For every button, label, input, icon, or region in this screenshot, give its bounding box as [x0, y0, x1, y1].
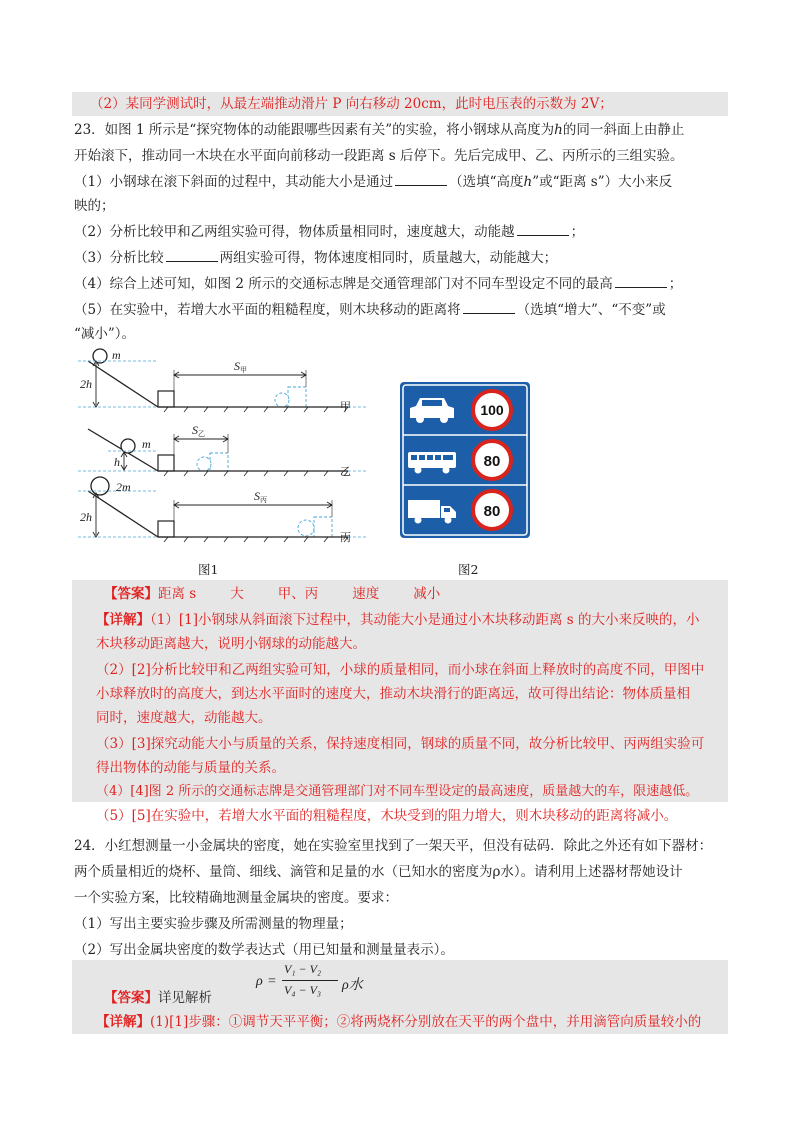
row-label: 乙: [340, 466, 351, 478]
q23-part5-cont: “减小”）。: [74, 326, 136, 342]
prev-answer-line: （2）某同学测试时，从最左端推动滑片 P 向右移动 20cm，此时电压表的示数为 2V；: [90, 96, 613, 112]
q24-intro-3: 一个实验方案，比较精确地测量金属块的密度。要求：: [74, 890, 398, 906]
q23-part1-cont: 映的；: [74, 198, 115, 214]
distance-label: S乙: [192, 423, 205, 438]
answer-blank[interactable]: [395, 173, 447, 186]
q23-detail-1: 【详解】（1）[1]小钢球从斜面滚下过程中，其动能大小是通过小木块移动距离 s 的大小来反映的，小: [96, 612, 700, 628]
q23-answer-line: 【答案】距离 s 大 甲、丙 速度 减小: [104, 586, 441, 602]
document-page: （2）某同学测试时，从最左端推动滑片 P 向右移动 20cm，此时电压表的示数为 2V； 23．如图 1 所示是“探究物体的动能跟哪些因素有关”的实验，将小钢球从高度为ℎ的同一斜面上由静止 开始滚下，推动同一木块在水平面向前移动一段距离 s 后停下。先后完成甲、乙、丙所示的三组实验。 （1）小钢球在滚下斜面的过程中，其动能大小是通过 （选填“高度ℎ”或“距离 s”）大小来反 映的； （2）分析比较甲和乙两组实验可得，物体质量相同时，速度越大，动能越 ； （3）分析比较 两组实验可得，物体速度相同时，质量越大，动能越大； （4）综合上述可知，如图 2 所示的交通标志牌是交通管理部门对不同车型设定不同的最高 ； （5）在实验中，若增大水平面的粗糙程度，则木块移动的距离将 （选填“增大”、“不变”或 “减小”）。 2h m S甲 甲 h m S乙 乙 2h 2m S丙 丙 图1 100 80 80 图2 【答案】距离 s 大 甲、丙 速度 减小 【详解】（1）[1]小钢球从斜面滚下过程中，其动能大小是通过小木块移动距离 s 的大小来反映的，小 木块移动距离越大，说明小钢球的动能越大。 （2）[2]分析比较甲和乙两组实验可知，小球的质量相同，而小球在斜面上释放时的高度不同，甲图中 小球释放时的高度大，到达水平面时的速度大，推动木块滑行的距离远，故可得出结论：物体质量相 同时，速度越大，动能越大。 （3）[3]探究动能大小与质量的关系，保持速度相同，钢球的质量不同，故分析比较甲、丙两组实验可 得出物体的动能与质量的关系。 （4）[4]图 2 所示的交通标志牌是交通管理部门对不同车型设定的最高速度，质量越大的车，限速越低。 （5）[5]在实验中，若增大水平面的粗糙程度，木块受到的阻力增大，则木块移动的距离将减小。 24．小红想测量一小金属块的密度，她在实验室里找到了一架天平，但没有砝码．除此之外还有如下器材： 两个质量相近的烧杯、量筒、细线、滴管和足量的水（已知水的密度为ρ水）。请利用上述器材帮她设计 一个实验方案，比较精确地测量金属块的密度。要求： （1）写出主要实验步骤及所需测量的物理量； （2）写出金属块密度的数学表达式（用已知量和测量量表示）。 ρ = V₁ − V₂ V₄ − V₃ ρ水 【答案】详见解析 【详解】(1)[1]步骤：①调节天平平衡；②将两烧杯分别放在天平的两个盘中，并用滴管向质量较小的: [0, 0, 800, 1132]
distance-label: S丙: [254, 489, 267, 504]
q23-detail-5: （5）[5]在实验中，若增大水平面的粗糙程度，木块受到的阻力增大，则木块移动的距离将减小。: [96, 808, 678, 824]
answer-blank[interactable]: [615, 275, 667, 288]
answer-blank[interactable]: [517, 223, 569, 236]
answer-item: 减小: [413, 586, 441, 602]
q23-detail-4: （4）[4]图 2 所示的交通标志牌是交通管理部门对不同车型设定的最高速度，质量越大的车，限速越低。: [96, 784, 699, 799]
q23-part3: （3）分析比较 两组实验可得，物体速度相同时，质量越大，动能越大；: [74, 250, 558, 266]
q24-requirement-2: （2）写出金属块密度的数学表达式（用已知量和测量量表示）。: [74, 942, 454, 958]
q23-detail-2c: 同时，速度越大，动能越大。: [96, 710, 272, 726]
mass-label: 2m: [116, 480, 131, 494]
answer-blank[interactable]: [463, 301, 515, 314]
q23-part5: （5）在实验中，若增大水平面的粗糙程度，则木块移动的距离将 （选填“增大”、“不变”或: [74, 302, 666, 318]
q23-detail-3: （3）[3]探究动能大小与质量的关系，保持速度相同，钢球的质量不同，故分析比较甲、丙两组实验可: [96, 736, 705, 752]
row-label: 甲: [340, 401, 351, 413]
figure-2-traffic-sign: [400, 382, 530, 538]
answer-item: 距离 s: [158, 586, 197, 602]
answer-item: 甲、丙: [277, 586, 319, 602]
figure-1-caption: 图1: [198, 562, 219, 577]
answer-item: 大: [230, 586, 244, 602]
answer-item: 速度: [352, 586, 380, 602]
figure-1-experiment: [78, 345, 368, 555]
height-label: 2h: [80, 377, 92, 391]
q23-intro-2: 开始滚下，推动同一木块在水平面向前移动一段距离 s 后停下。先后完成甲、乙、丙所示的三组实验。: [74, 148, 684, 164]
q24-requirement-1: （1）写出主要实验步骤及所需测量的物理量；: [74, 916, 353, 932]
q23-part2: （2）分析比较甲和乙两组实验可得，物体质量相同时，速度越大，动能越 ；: [74, 224, 585, 240]
height-label: h: [114, 455, 120, 469]
q24-intro-2: 两个质量相近的烧杯、量筒、细线、滴管和足量的水（已知水的密度为ρ水）。请利用上述器材帮她设计: [74, 864, 683, 880]
q23-detail-1b: 木块移动距离越大，说明小钢球的动能越大。: [96, 636, 366, 652]
q23-part4: （4）综合上述可知，如图 2 所示的交通标志牌是交通管理部门对不同车型设定不同的最高 ；: [74, 276, 683, 292]
q24-detail: 【详解】(1)[1]步骤：①调节天平平衡；②将两烧杯分别放在天平的两个盘中，并用滴管向质量较小的: [96, 1014, 702, 1030]
q23-detail-2b: 小球释放时的高度大，到达水平面时的速度大，推动木块滑行的距离远，故可得出结论：物体质量相: [96, 686, 690, 702]
distance-label: S甲: [234, 359, 247, 374]
q23-part1: （1）小钢球在滚下斜面的过程中，其动能大小是通过 （选填“高度ℎ”或“距离 s”）大小来反: [74, 174, 673, 190]
row-label: 丙: [340, 532, 351, 544]
speed-limit-truck: 80: [483, 503, 501, 520]
q23-intro-1: 23．如图 1 所示是“探究物体的动能跟哪些因素有关”的实验，将小钢球从高度为ℎ的同一斜面上由静止: [74, 122, 685, 138]
height-label: 2h: [80, 510, 92, 524]
figure-2-caption: 图2: [458, 562, 479, 577]
q24-answer-line: 【答案】详见解析: [104, 990, 212, 1006]
q23-detail-3b: 得出物体的动能与质量的关系。: [96, 760, 285, 776]
mass-label: m: [112, 348, 121, 362]
mass-label: m: [142, 437, 151, 451]
q24-intro-1: 24．小红想测量一小金属块的密度，她在实验室里找到了一架天平，但没有砝码．除此之外还有如下器材：: [74, 838, 713, 854]
answer-blank[interactable]: [166, 249, 218, 262]
q23-detail-2: （2）[2]分析比较甲和乙两组实验可知，小球的质量相同，而小球在斜面上释放时的高度不同，甲图中: [96, 662, 705, 678]
speed-limit-car: 100: [480, 402, 504, 418]
speed-limit-bus: 80: [483, 453, 501, 470]
